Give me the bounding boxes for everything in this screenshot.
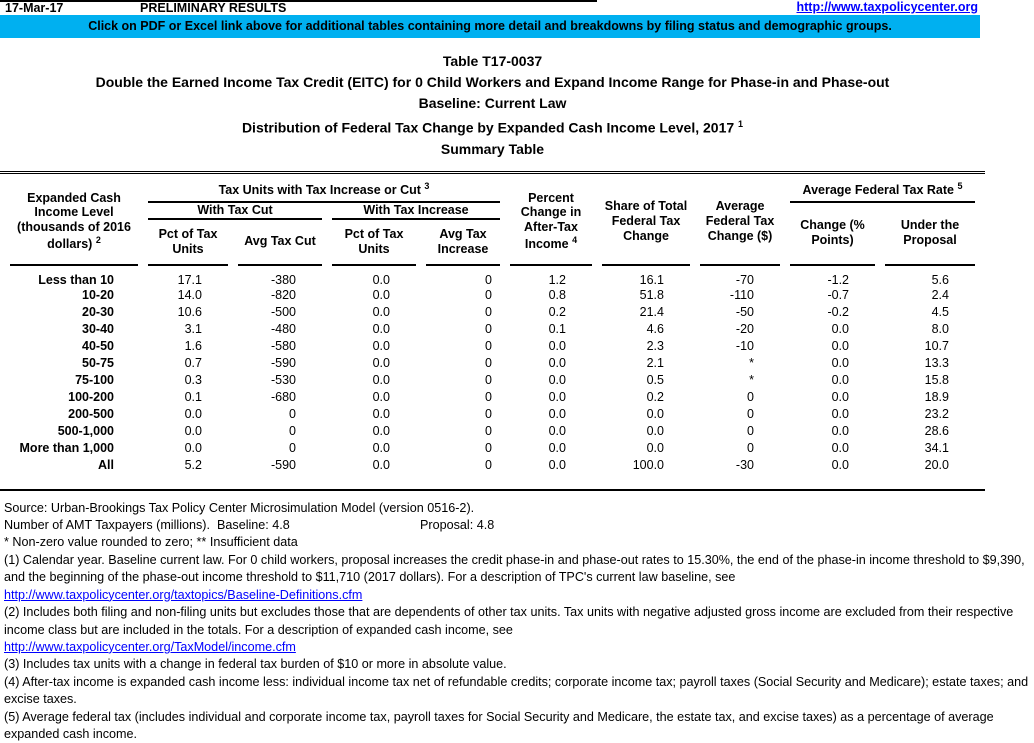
- value-cell: 0.0: [831, 339, 849, 354]
- footnote-1: (1) Calendar year. Baseline current law. For 0 child workers, proposal increases the credit phase-in and phase-out rates to 15.30%, the end of the phase-in income threshold to $9,390, and the beginning of the phase-out income threshold to $11,710 (2017 dollars). For a description of TPC's current law baseline, see: [4, 552, 1029, 585]
- value-cell: 0.0: [646, 441, 664, 456]
- value-cell: 0.0: [831, 407, 849, 422]
- value-cell: 0.0: [184, 424, 202, 439]
- value-cell: 0: [289, 424, 296, 439]
- footnotes: [0, 500, 1032, 743]
- income-level-cell: Less than 10: [38, 272, 114, 287]
- table-row: [10, 389, 975, 406]
- value-cell: 0.3: [184, 373, 202, 388]
- value-cell: -590: [270, 356, 296, 371]
- col-header-pct-change-after-tax-income: Percent Change in After-Tax Income $^4$: [510, 179, 592, 266]
- table-row: [10, 355, 975, 372]
- value-cell: 5.2: [184, 458, 202, 473]
- value-cell: 0.0: [372, 373, 390, 388]
- value-cell: 100.0: [632, 458, 664, 473]
- value-cell: -20: [735, 322, 754, 337]
- value-cell: 0.1: [548, 322, 566, 337]
- table-row: [10, 304, 975, 321]
- baseline-definitions-link[interactable]: http://www.taxpolicycenter.org/taxtopics/Baseline-Definitions.cfm: [4, 587, 363, 602]
- value-cell: 21.4: [639, 305, 664, 320]
- value-cell: 0: [289, 407, 296, 422]
- footnote-4: (4) After-tax income is expanded cash income less: individual income tax net of refundable credits; corporate income tax; payroll taxes (Social Security and Medicare); estate taxes; and excise taxes.: [4, 674, 1032, 707]
- taxpolicycenter-link[interactable]: http://www.taxpolicycenter.org: [796, 0, 978, 14]
- income-level-cell: 200-500: [68, 407, 114, 422]
- value-cell: *: [749, 373, 754, 388]
- value-cell: -500: [270, 305, 296, 320]
- baseline-title: Baseline: Current Law: [418, 95, 567, 111]
- value-cell: 0.0: [646, 407, 664, 422]
- value-cell: 0.0: [831, 356, 849, 371]
- value-cell: 0.8: [548, 288, 566, 303]
- value-cell: 0.1: [184, 390, 202, 405]
- value-cell: 20.0: [924, 458, 949, 473]
- value-cell: 16.1: [639, 272, 664, 287]
- income-level-cell: 100-200: [68, 390, 114, 405]
- value-cell: -480: [270, 322, 296, 337]
- footnote-1-link-line: [0, 587, 1032, 604]
- value-cell: 0: [485, 390, 492, 405]
- asterisk-note: * Non-zero value rounded to zero; ** Insufficient data: [4, 535, 298, 550]
- value-cell: -50: [735, 305, 754, 320]
- value-cell: 0.0: [548, 407, 566, 422]
- income-level-cell: 50-75: [82, 356, 114, 371]
- value-cell: 10.6: [177, 305, 202, 320]
- col-group-tax-units: Tax Units with Tax Increase or Cut $^3$: [148, 179, 500, 203]
- value-cell: 0.0: [184, 407, 202, 422]
- value-cell: 34.1: [924, 441, 949, 456]
- value-cell: -380: [270, 272, 296, 287]
- value-cell: 0.0: [548, 356, 566, 371]
- value-cell: 0.0: [831, 424, 849, 439]
- col-header-change-pct-points: Change (% Points): [790, 203, 875, 266]
- value-cell: *: [749, 356, 754, 371]
- table-row-all: [10, 457, 975, 474]
- value-cell: 1.6: [184, 339, 202, 354]
- title-superscript: 1: [738, 119, 744, 129]
- value-cell: -70: [735, 272, 754, 287]
- col-header-pct-units-cut: Pct of Tax Units: [148, 220, 228, 266]
- value-cell: 0.2: [646, 390, 664, 405]
- col-header-share-total-change: Share of Total Federal Tax Change: [602, 179, 690, 266]
- value-cell: 0.0: [646, 424, 664, 439]
- value-cell: -0.7: [827, 288, 849, 303]
- value-cell: 0.0: [548, 339, 566, 354]
- col-group-avg-federal-tax-rate: Average Federal Tax Rate $^5$: [790, 179, 975, 203]
- col-header-income: Expanded Cash Income Level (thousands of 2016 dollars) $^2$: [10, 179, 138, 266]
- value-cell: 0: [747, 441, 754, 456]
- value-cell: 0: [289, 441, 296, 456]
- value-cell: 0: [747, 424, 754, 439]
- value-cell: 0.0: [548, 373, 566, 388]
- value-cell: 0: [485, 424, 492, 439]
- value-cell: 0.0: [372, 407, 390, 422]
- income-level-cell: 500-1,000: [57, 424, 114, 439]
- value-cell: 0.0: [548, 458, 566, 473]
- summary-table-title: Summary Table: [440, 140, 545, 157]
- value-cell: -680: [270, 390, 296, 405]
- value-cell: 23.2: [924, 407, 949, 422]
- value-cell: 14.0: [177, 288, 202, 303]
- value-cell: 0.0: [372, 339, 390, 354]
- summary-table: [0, 171, 985, 491]
- value-cell: 0.0: [831, 441, 849, 456]
- value-cell: 1.2: [548, 272, 566, 287]
- value-cell: 0.0: [548, 390, 566, 405]
- value-cell: 2.3: [646, 339, 664, 354]
- col-group-with-tax-cut: With Tax Cut: [148, 203, 322, 220]
- value-cell: 0.0: [548, 424, 566, 439]
- value-cell: 0.0: [184, 441, 202, 456]
- footnote-2: (2) Includes both filing and non-filing units but excludes those that are dependents of other tax units. Tax units with negative adjusted gross income are excluded from their respective income class but are included in the totals. For a description of expanded cash income, see: [4, 605, 1017, 637]
- amt-baseline-text: Number of AMT Taxpayers (millions). Baseline: 4.8: [4, 518, 290, 533]
- value-cell: 0.2: [548, 305, 566, 320]
- value-cell: 4.6: [646, 322, 664, 337]
- value-cell: 0: [485, 373, 492, 388]
- value-cell: 0: [485, 339, 492, 354]
- top-divider: [0, 0, 597, 2]
- value-cell: 0.0: [372, 305, 390, 320]
- value-cell: 0.0: [548, 441, 566, 456]
- amt-proposal-text: Proposal: 4.8: [420, 518, 495, 533]
- value-cell: 0: [485, 407, 492, 422]
- value-cell: 18.9: [924, 390, 949, 405]
- value-cell: 0: [747, 390, 754, 405]
- value-cell: 0: [485, 356, 492, 371]
- col-header-avg-tax-increase: Avg Tax Increase: [426, 220, 500, 266]
- income-definition-link[interactable]: http://www.taxpolicycenter.org/TaxModel/income.cfm: [4, 639, 296, 654]
- value-cell: 0.0: [372, 322, 390, 337]
- value-cell: 4.5: [931, 305, 949, 320]
- income-level-cell: 20-30: [82, 305, 114, 320]
- value-cell: 10.7: [924, 339, 949, 354]
- value-cell: 28.6: [924, 424, 949, 439]
- value-cell: 5.6: [931, 272, 949, 287]
- value-cell: -10: [735, 339, 754, 354]
- value-cell: 0.5: [646, 373, 664, 388]
- value-cell: 15.8: [924, 373, 949, 388]
- income-level-cell: 40-50: [82, 339, 114, 354]
- value-cell: 0.0: [372, 424, 390, 439]
- value-cell: 0.0: [372, 390, 390, 405]
- title-block: [0, 51, 985, 160]
- col-header-pct-units-increase: Pct of Tax Units: [332, 220, 416, 266]
- value-cell: -820: [270, 288, 296, 303]
- value-cell: 8.0: [931, 322, 949, 337]
- footnote-5: (5) Average federal tax (includes individual and corporate income tax, payroll taxes for Social Security and Medicare, the estate tax, and excise taxes) as a percentage of average expanded cash income.: [4, 709, 998, 741]
- value-cell: 0.0: [372, 356, 390, 371]
- value-cell: -110: [729, 288, 754, 303]
- col-header-under-proposal: Under the Proposal: [885, 203, 975, 266]
- value-cell: 0: [485, 305, 492, 320]
- value-cell: 0: [485, 272, 492, 287]
- value-cell: 0.0: [372, 441, 390, 456]
- date-label: 17-Mar-17: [5, 1, 64, 15]
- value-cell: 17.1: [177, 272, 202, 287]
- value-cell: 0.7: [184, 356, 202, 371]
- preliminary-results-label: PRELIMINARY RESULTS: [140, 1, 287, 15]
- value-cell: 3.1: [184, 322, 202, 337]
- table-number-title: Table T17-0037: [442, 53, 543, 69]
- value-cell: -30: [735, 458, 754, 473]
- proposal-title: Double the Earned Income Tax Credit (EITC) for 0 Child Workers and Expand Income Range for Phase-in and Phase-out: [95, 74, 890, 90]
- value-cell: 0.0: [831, 373, 849, 388]
- table-row: [10, 321, 975, 338]
- table-row: [10, 440, 975, 457]
- col-header-avg-federal-tax-change: Average Federal Tax Change ($): [700, 179, 780, 266]
- info-banner: Click on PDF or Excel link above for additional tables containing more detail and breakdowns by filing status and demographic groups.: [0, 15, 980, 38]
- col-group-with-tax-increase: With Tax Increase: [332, 203, 500, 220]
- value-cell: 0.0: [831, 390, 849, 405]
- value-cell: -0.2: [827, 305, 849, 320]
- value-cell: 0.0: [831, 458, 849, 473]
- value-cell: -580: [270, 339, 296, 354]
- value-cell: 0: [485, 288, 492, 303]
- top-bar: [0, 0, 1034, 15]
- income-level-cell: 75-100: [75, 373, 114, 388]
- table-row: [10, 287, 975, 304]
- value-cell: 0: [485, 441, 492, 456]
- footnote-3: (3) Includes tax units with a change in federal tax burden of $10 or more in absolute value.: [4, 657, 507, 672]
- income-level-cell: All: [98, 458, 114, 473]
- value-cell: 0.0: [372, 272, 390, 287]
- value-cell: 13.3: [924, 356, 949, 371]
- value-cell: -1.2: [827, 272, 849, 287]
- distribution-title-text: Distribution of Federal Tax Change by Expanded Cash Income Level, 2017: [241, 119, 735, 136]
- income-level-cell: 30-40: [82, 322, 114, 337]
- footnote-2-link-line: [0, 639, 1032, 656]
- income-level-cell: More than 1,000: [19, 441, 114, 456]
- distribution-title: [0, 114, 985, 139]
- value-cell: 51.8: [639, 288, 664, 303]
- table-row: [10, 338, 975, 355]
- table-row: [10, 423, 975, 440]
- source-note: Source: Urban-Brookings Tax Policy Center Microsimulation Model (version 0516-2).: [4, 500, 475, 515]
- value-cell: 0: [485, 458, 492, 473]
- table-row: [10, 372, 975, 389]
- table-row: [10, 266, 975, 287]
- value-cell: 0: [485, 322, 492, 337]
- value-cell: 0.0: [372, 288, 390, 303]
- value-cell: 2.4: [931, 288, 949, 303]
- income-level-cell: 10-20: [82, 288, 114, 303]
- value-cell: 0.0: [372, 458, 390, 473]
- value-cell: 2.1: [646, 356, 664, 371]
- value-cell: 0.0: [831, 322, 849, 337]
- value-cell: -590: [270, 458, 296, 473]
- col-header-avg-tax-cut: Avg Tax Cut: [238, 220, 322, 266]
- value-cell: 0: [747, 407, 754, 422]
- value-cell: -530: [270, 373, 296, 388]
- amt-taxpayers-note: [0, 517, 1032, 534]
- table-row: [10, 406, 975, 423]
